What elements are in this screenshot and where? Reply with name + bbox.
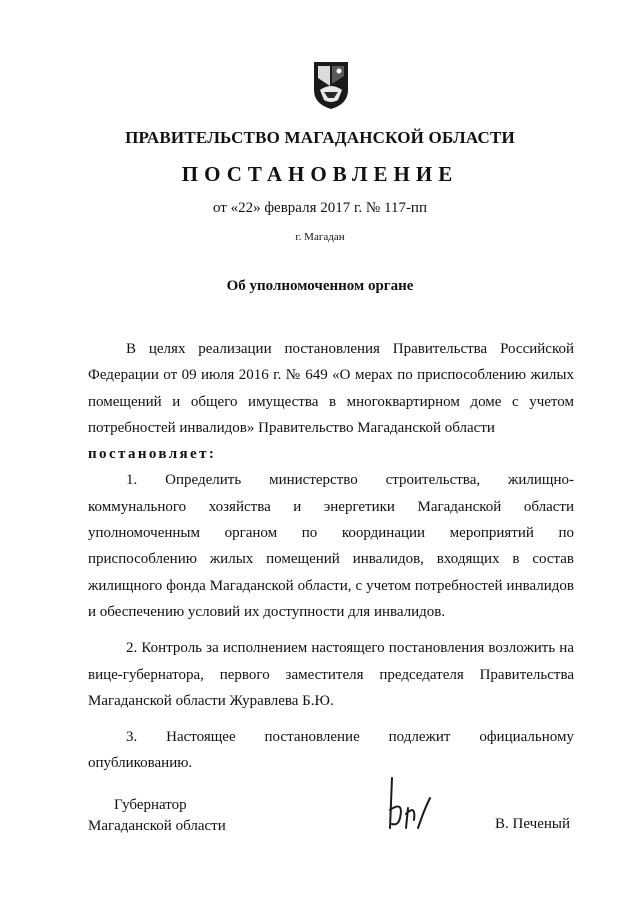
coat-of-arms-icon bbox=[312, 60, 350, 110]
decree-item-1: 1. Определить министерство строительства, жилищно-коммунального хозяйства и энергетики Магаданской области уполномоченным органом по координации мероприятий по приспособлению жилых помещений инвалидов, входящих в состав жилищного фонда Магаданской области, с учетом потребностей инвалидов и обеспечению условий их доступности для инвалидов. bbox=[88, 472, 574, 620]
signatory-region: Магаданской области bbox=[88, 818, 226, 834]
decree-item-2: 2. Контроль за исполнением настоящего постановления возложить на вице-губернатора, первого заместителя председателя Правительства Магаданской области Журавлева Б.Ю. bbox=[88, 640, 574, 709]
document-city: г. Магадан bbox=[295, 231, 345, 243]
signatory-name: В. Печеный bbox=[495, 816, 570, 832]
decree-line bbox=[88, 441, 574, 467]
government-title: ПРАВИТЕЛЬСТВО МАГАДАНСКОЙ ОБЛАСТИ bbox=[125, 128, 515, 147]
signatory-title: Губернатор bbox=[114, 797, 187, 813]
handwritten-signature bbox=[370, 770, 440, 840]
signatory-position bbox=[88, 795, 288, 837]
document-date-number: от «22» февраля 2017 г. № 117-пп bbox=[212, 200, 427, 216]
decree-word: постановляет: bbox=[88, 446, 217, 463]
document-type: ПОСТАНОВЛЕНИЕ bbox=[181, 162, 459, 186]
decree-item-3: 3. Настоящее постановление подлежит официальному опубликованию. bbox=[88, 729, 574, 772]
document-body bbox=[88, 336, 574, 777]
document-subject: Об уполномоченном органе bbox=[226, 278, 414, 294]
intro-paragraph: В целях реализации постановления Правительства Российской Федерации от 09 июля 2016 г. № 649 «О мерах по приспособлению жилых помещений и общего имущества в многоквартирном доме с учетом потребностей инвалидов» Правительство Магаданской области bbox=[88, 341, 574, 436]
